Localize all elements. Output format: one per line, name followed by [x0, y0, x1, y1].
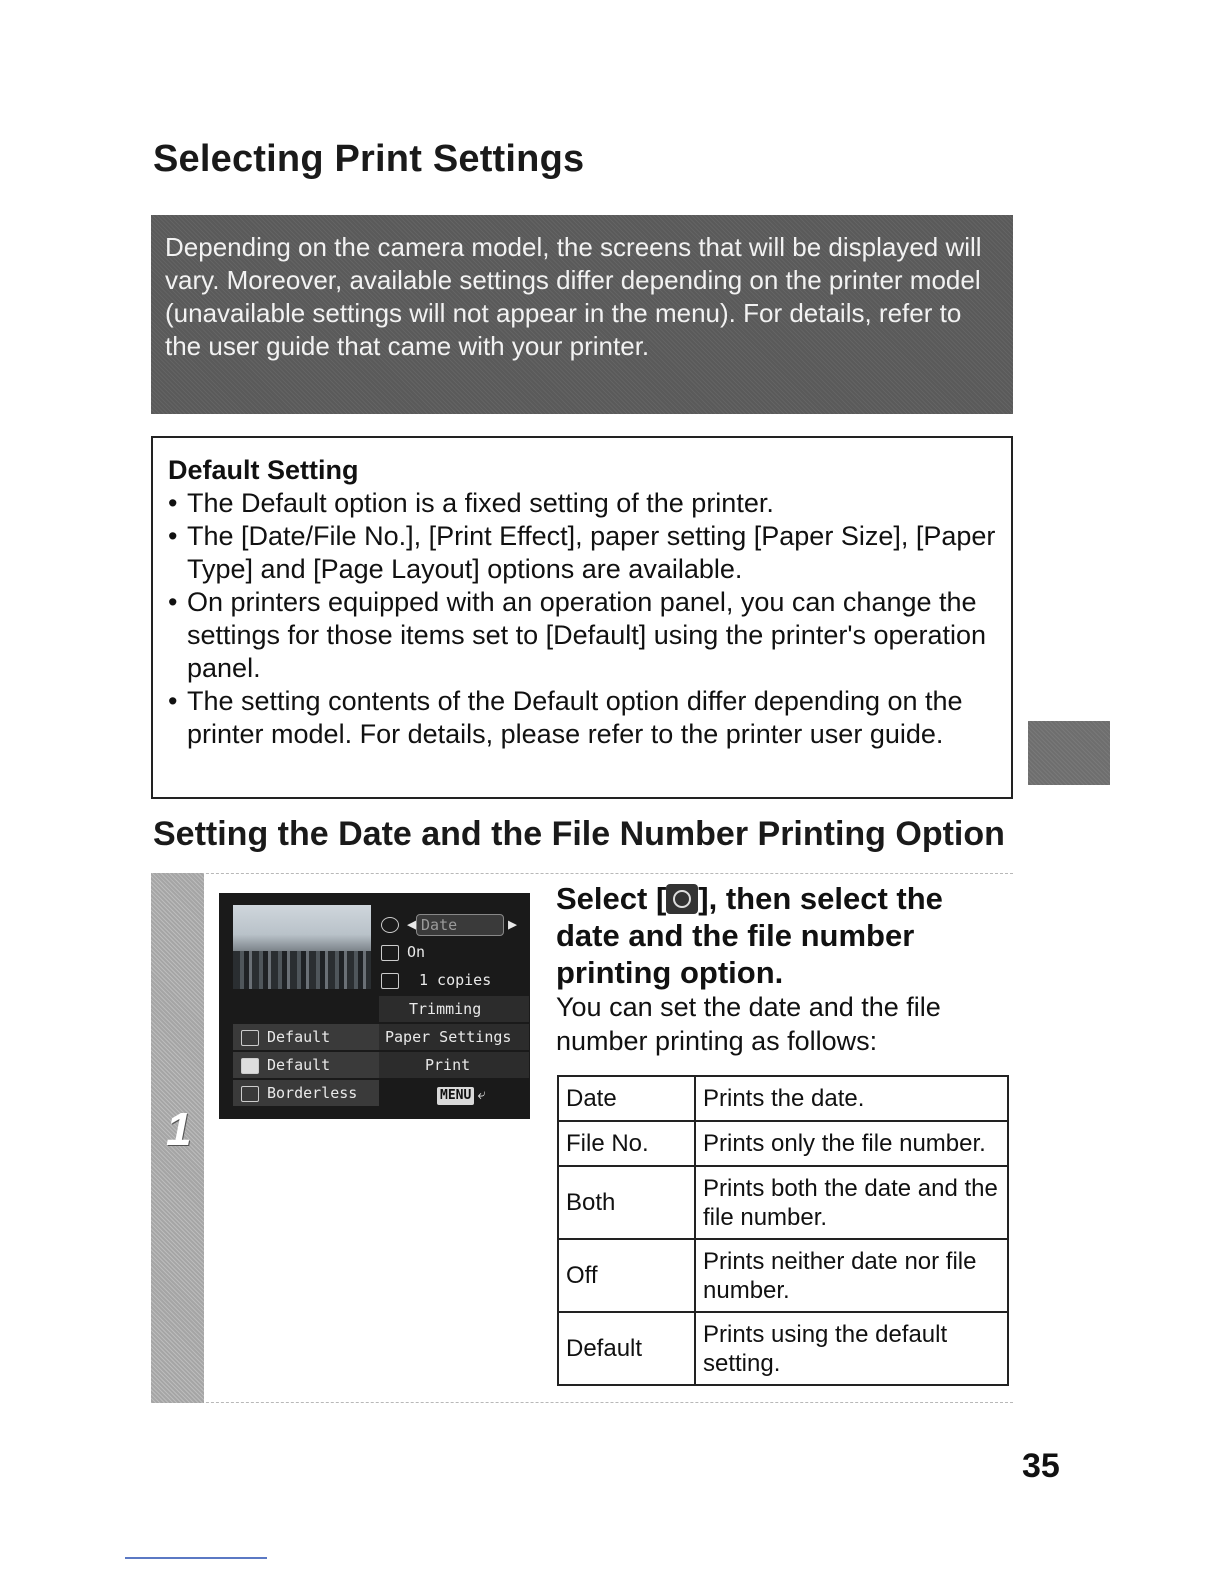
date-row: [381, 912, 517, 936]
left-arrow-icon: ◀: [407, 915, 417, 933]
chapter-tab-marker: [1028, 721, 1110, 785]
effect-value: On: [407, 943, 426, 961]
footer-rule: [125, 1557, 267, 1559]
list-item: • The [Date/File No.], [Print Effect], paper setting [Paper Size], [Paper Type] and [Page Layout] options are available.: [168, 520, 997, 586]
description-cell: Prints only the file number.: [695, 1121, 1008, 1166]
list-item: • The Default option is a fixed setting of the printer.: [168, 487, 997, 520]
photo-skyline: [233, 951, 371, 989]
paper-size-row: [241, 1025, 330, 1049]
default-setting-list: [168, 487, 997, 751]
list-item: • On printers equipped with an operation panel, you can change the settings for those items set to [Default] using the printer's operation panel.: [168, 586, 997, 685]
effect-row: [381, 940, 425, 964]
copies-value: 1 copies: [419, 971, 492, 989]
description-cell: Prints the date.: [695, 1076, 1008, 1121]
option-cell: Off: [558, 1239, 695, 1312]
print-effect-icon: [381, 945, 399, 961]
list-item: • The setting contents of the Default option differ depending on the printer model. For details, please refer to the printer user guide.: [168, 685, 997, 751]
section-title: Setting the Date and the File Number Printing Option: [153, 815, 1005, 853]
option-cell: Both: [558, 1166, 695, 1239]
photo-thumbnail: [233, 905, 371, 989]
date-print-icon: [381, 917, 399, 933]
step-description: You can set the date and the file number printing as follows:: [556, 992, 941, 1056]
copies-row: [381, 968, 491, 992]
note-box: [151, 215, 1013, 414]
description-cell: Prints neither date nor file number.: [695, 1239, 1008, 1312]
option-cell: File No.: [558, 1121, 695, 1166]
page-number: 35: [1022, 1447, 1060, 1485]
layout-row: [241, 1081, 357, 1105]
copies-icon: [381, 973, 399, 989]
instruction-after: ], then select the date and the file number printing option.: [556, 881, 943, 990]
menu-key-icon: MENU: [437, 1087, 474, 1105]
table-row: [558, 1121, 1008, 1166]
paper-size-icon: [241, 1030, 259, 1046]
paper-settings-label: Paper Settings: [385, 1028, 512, 1046]
right-arrow-icon: ▶: [508, 915, 518, 933]
date-options-table: [557, 1075, 1009, 1386]
date-print-icon: [666, 884, 698, 914]
table-row: [558, 1076, 1008, 1121]
date-field: Date: [416, 914, 504, 936]
step-instruction: [556, 880, 1006, 991]
option-cell: Default: [558, 1312, 695, 1385]
paper-size-value: Default: [267, 1028, 331, 1046]
paper-type-row: [241, 1053, 330, 1077]
layout-icon: [241, 1086, 259, 1102]
option-cell: Date: [558, 1076, 695, 1121]
menu-back-row: [437, 1082, 486, 1106]
table-row: [558, 1312, 1008, 1385]
instruction-before: Select [: [556, 881, 667, 916]
paper-type-value: Default: [267, 1056, 331, 1074]
note-text: Depending on the camera model, the screens that will be displayed will vary. Moreover, available settings differ depending on the printer model (unavailable settings will not appear in the menu). For details, refer to the user guide that came with your printer.: [165, 232, 982, 361]
paper-type-icon: [241, 1058, 259, 1074]
description-cell: Prints using the default setting.: [695, 1312, 1008, 1385]
table-row: [558, 1239, 1008, 1312]
print-label: Print: [425, 1056, 471, 1074]
page-title: Selecting Print Settings: [153, 138, 585, 180]
step-number: 1: [166, 1103, 192, 1155]
description-cell: Prints both the date and the file number.: [695, 1166, 1008, 1239]
trimming-label: Trimming: [409, 1000, 482, 1018]
back-arrow-icon: ⤶: [477, 1085, 486, 1103]
layout-value: Borderless: [267, 1084, 358, 1102]
table-row: [558, 1166, 1008, 1239]
camera-screen: [219, 893, 530, 1119]
default-setting-heading: Default Setting: [168, 455, 359, 485]
default-setting-box: [151, 436, 1013, 799]
